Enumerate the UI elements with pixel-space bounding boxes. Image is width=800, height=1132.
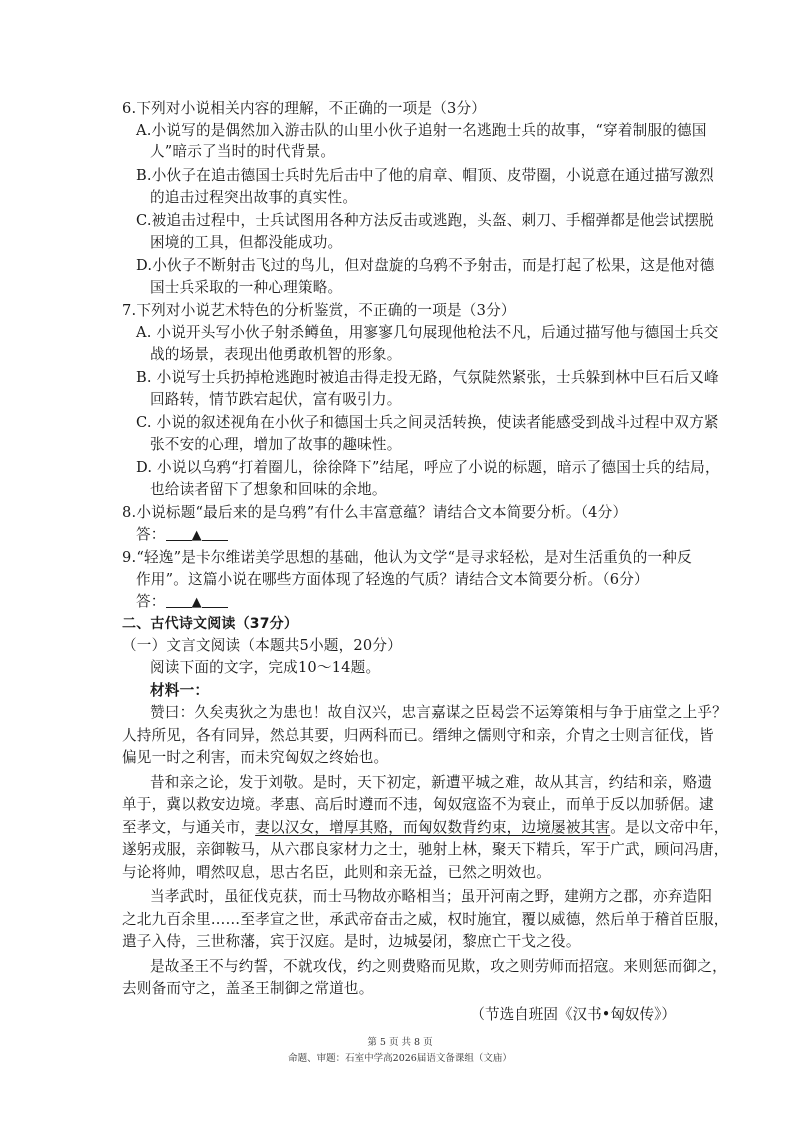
q7-option-a-cont: 战的场景，表现出他勇敢机智的形象。 [150, 346, 402, 363]
passage-source: （节选自班固《汉书•匈奴传》） [470, 1006, 676, 1023]
footer-credit: 命题、审题：石室中学高2026届语文备课组（文庙） [288, 1053, 512, 1064]
passage-p2-line3-end: 。是以文帝中年， [610, 819, 729, 836]
q6-option-c: C.被追击过程中，士兵试图用各种方法反击或逃跑，头盔、刺刀、手榴弹都是他尝试摆脱 [136, 212, 714, 229]
q6-option-d: D.小伙子不断射击飞过的鸟儿，但对盘旋的乌鸦不予射击，而是打起了松果，这是他对德 [136, 257, 715, 274]
q6-stem: 6.下列对小说相关内容的理解，不正确的一项是（3分） [122, 100, 487, 117]
q8-answer-label: 答： [136, 526, 166, 543]
material-label: 材料一： [150, 682, 210, 699]
q9-stem-cont: 作用”。这篇小说在哪些方面体现了轻逸的气质？请结合文本简要分析。（6分） [136, 571, 649, 588]
passage-p3-line1: 当孝武时，虽征伐克获，而士马物故亦略相当；虽开河南之野，建朔方之郡，亦弃造阳 [150, 888, 713, 905]
q7-option-b-cont: 回路转，情节跌宕起伏，富有吸引力。 [150, 391, 402, 408]
q8-answer-row [136, 525, 228, 546]
passage-p3-line3: 遣子入侍，三世称藩，宾于汉庭。是时，边城晏闭，黎庶亡干戈之役。 [122, 933, 581, 950]
q7-option-c: C. 小说的叙述视角在小伙子和德国士兵之间灵活转换，使读者能感受到战斗过程中双方紧 [136, 414, 719, 431]
q8-answer-blank-left[interactable] [166, 526, 192, 541]
q6-option-b-cont: 的追击过程突出故事的真实性。 [150, 189, 358, 206]
passage-p4-line1: 是故圣王不与约誓，不就攻伐，约之则费赂而见欺，攻之则劳师而招寇。来则惩而御之， [150, 958, 727, 975]
q9-stem: 9.“轻逸”是卡尔维诺美学思想的基础，他认为文学“是寻求轻松，是对生活重负的一种反 [122, 549, 692, 566]
q7-option-d: D. 小说以乌鸦“打着圈儿，徐徐降下”结尾，呼应了小说的标题，暗示了德国士兵的结局， [136, 459, 720, 476]
page-number: 第 5 页 共 8 页 [367, 1037, 433, 1048]
q8-answer-placeholder-icon: ▲ [191, 528, 202, 543]
section-title: 二、古代诗文阅读（37分） [122, 616, 299, 632]
q9-answer-placeholder-icon: ▲ [191, 595, 202, 610]
q6-option-d-cont: 国士兵采取的一种心理策略。 [150, 279, 343, 296]
q6-option-a-cont: 人”暗示了当时的时代背景。 [150, 143, 336, 160]
passage-p4-line2: 去则备而守之，盖圣王制御之常道也。 [122, 980, 374, 997]
passage-p1-line3: 偏见一时之利害，而未究匈奴之终始也。 [122, 749, 389, 766]
q6-option-c-cont: 困境的工具，但都没能成功。 [150, 234, 343, 251]
q7-stem: 7.下列对小说艺术特色的分析鉴赏，不正确的一项是（3分） [122, 302, 516, 319]
passage-p2-line4: 遂躬戎服，亲御鞍马，从六郡良家材力之士，驰射上林，聚天下精兵，军于广武，顾问冯唐， [122, 841, 729, 858]
q9-answer-row [136, 592, 228, 613]
q7-option-b: B. 小说写士兵扔掉枪逃跑时被追击得走投无路，气氛陡然紧张，士兵躲到林中巨石后又峰 [136, 369, 719, 386]
passage-p1-line2: 人持所见，各有同异，然总其要，归两科而已。缙绅之儒则守和亲，介胄之士则言征伐，皆 [122, 727, 714, 744]
q6-option-b: B.小伙子在追击德国士兵时先后击中了他的肩章、帽顶、皮带圈，小说意在通过描写激烈 [136, 167, 714, 184]
q7-option-d-cont: 也给读者留下了想象和回味的余地。 [150, 481, 387, 498]
passage-p2-line3-start: 至孝文，与通关市， [122, 819, 256, 836]
q6-option-a: A.小说写的是偶然加入游击队的山里小伙子追射一名逃跑士兵的故事，“穿着制服的德国 [136, 122, 707, 139]
q9-answer-blank-right[interactable] [202, 593, 228, 608]
passage-p3-line2: 之北九百余里……至孝宣之世，承武帝奋击之威，权时施宜，覆以威德，然后单于稽首臣服， [122, 911, 729, 928]
q7-option-c-cont: 张不安的心理，增加了故事的趣味性。 [150, 436, 402, 453]
q7-option-a: A. 小说开头写小伙子射杀鳟鱼，用寥寥几句展现他枪法不凡，后通过描写他与德国士兵交 [136, 324, 719, 341]
passage-p2-line1: 昔和亲之论，发于刘敬。是时，天下初定，新遭平城之难，故从其言，约结和亲，赂遗 [150, 774, 713, 791]
reading-instruction: 阅读下面的文字，完成10～14题。 [150, 659, 381, 676]
subsection-title: （一）文言文阅读（本题共5小题，20分） [122, 637, 402, 654]
q9-answer-blank-left[interactable] [166, 593, 192, 608]
q9-answer-label: 答： [136, 593, 166, 610]
underlined-sentence: 妻以汉女，增厚其赂，而匈奴数背约束，边境屡被其害 [255, 819, 611, 836]
passage-p2-line3 [122, 818, 729, 838]
passage-p1-line1: 赞曰：久矣夷狄之为患也！故自汉兴，忠言嘉谋之臣曷尝不运筹策相与争于庙堂之上乎？ [150, 704, 727, 721]
passage-p2-line2: 单于，冀以救安边境。孝惠、高后时遵而不违，匈奴寇盗不为衰止，而单于反以加骄倨。逮 [122, 796, 714, 813]
q8-stem: 8.小说标题“最后来的是乌鸦”有什么丰富意蕴？请结合文本简要分析。（4分） [122, 504, 628, 521]
q8-answer-blank-right[interactable] [202, 526, 228, 541]
passage-p2-line5: 与论将帅，喟然叹息，思古名臣，此则和亲无益，已然之明效也。 [122, 864, 552, 881]
